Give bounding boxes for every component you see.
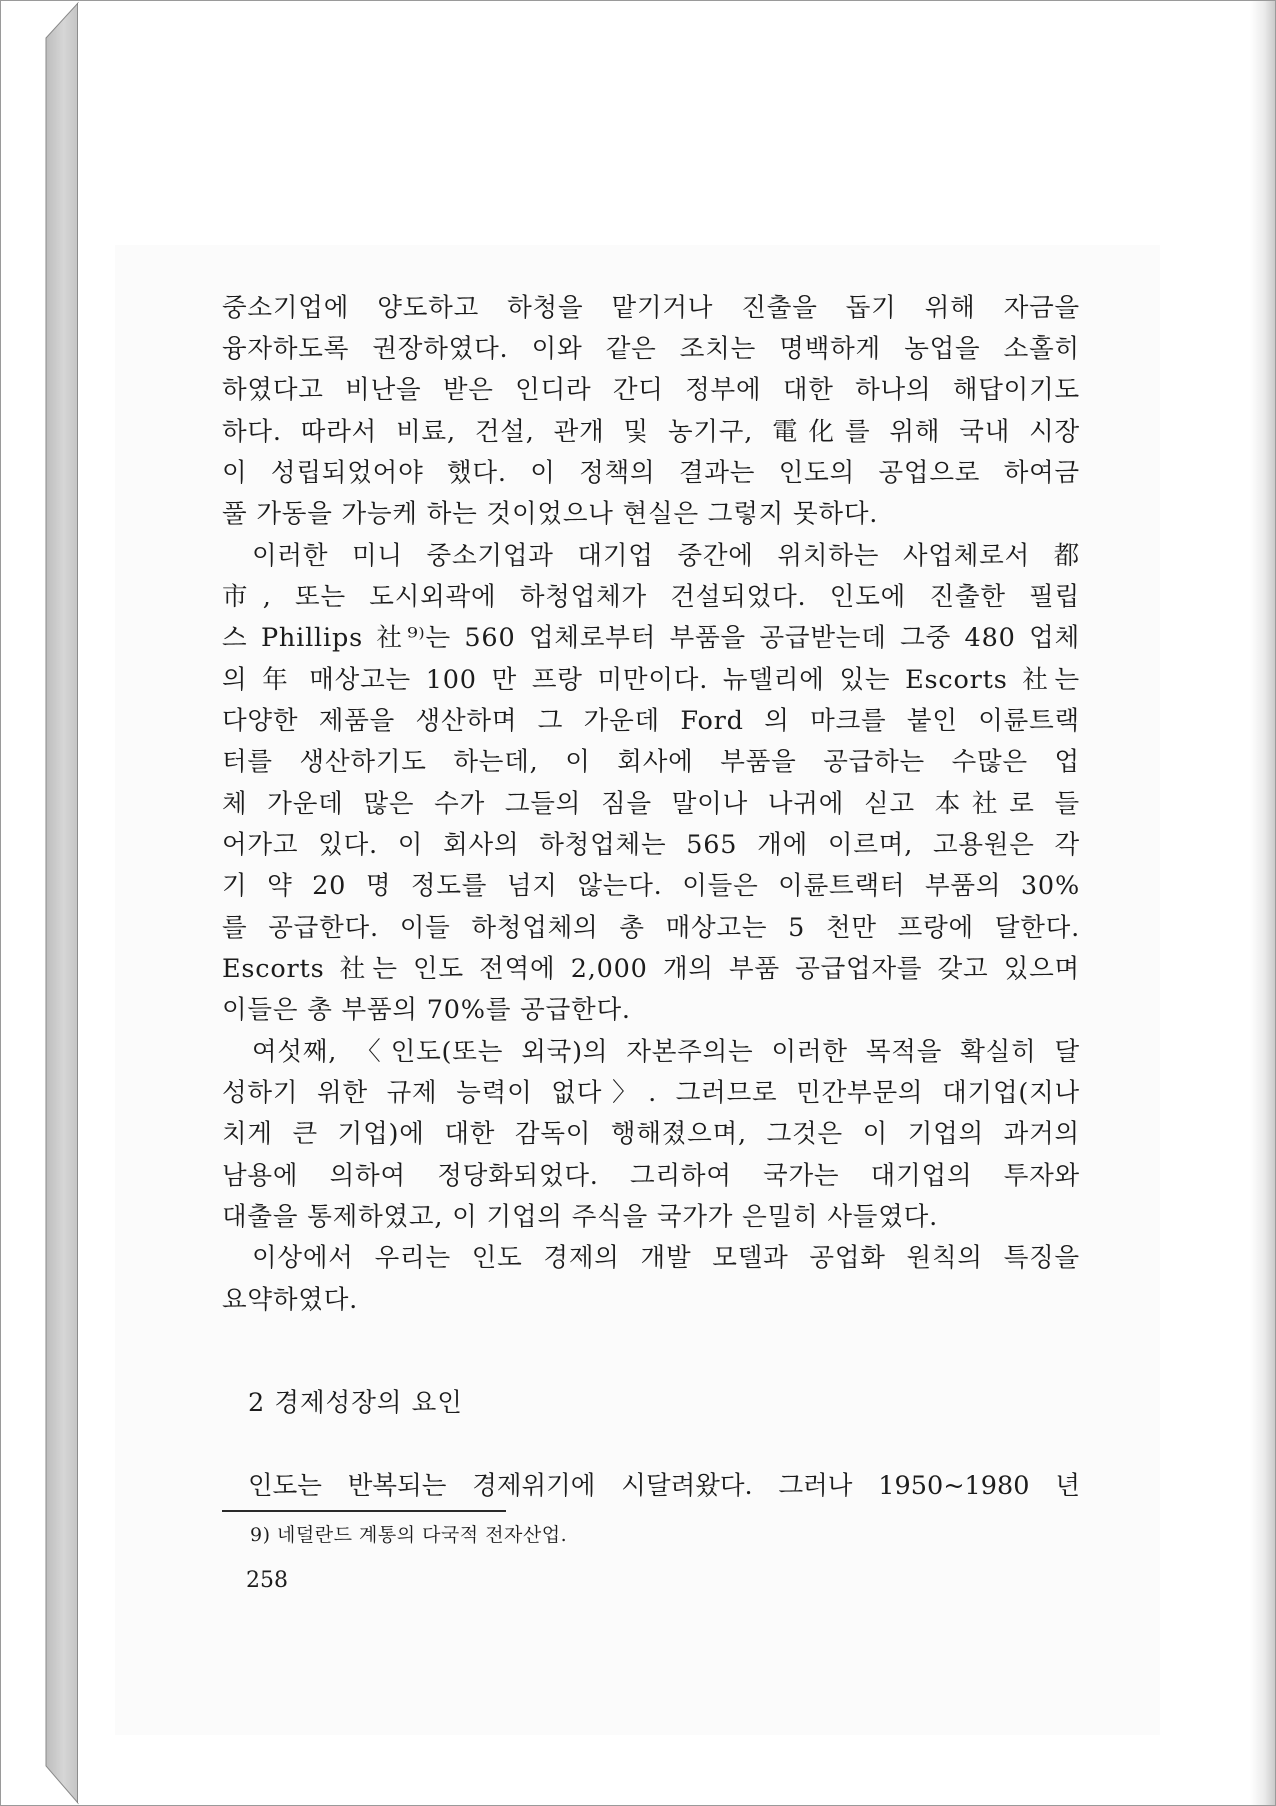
text-line: 풀 가동을 가능케 하는 것이었으나 현실은 그렇지 못하다. (222, 499, 879, 529)
text-line: 다양한 제품을 생산하며 그 가운데 Ford 의 마크를 붙인 이륜트랙 (222, 706, 1080, 736)
text-line: 중소기업에 양도하고 하청을 맡기거나 진출을 돕기 위해 자금을 (222, 293, 1080, 323)
text-line: 이들은 총 부품의 70%를 공급한다. (222, 995, 631, 1025)
text-line: Escorts 社는 인도 전역에 2,000 개의 부품 공급업자를 갖고 있으며 (222, 954, 1080, 984)
text-line: 이 성립되었어야 했다. 이 정책의 결과는 인도의 공업으로 하여금 (222, 458, 1080, 488)
text-line: 융자하도록 권장하였다. 이와 같은 조치는 명백하게 농업을 소홀히 (222, 334, 1080, 364)
text-line: 터를 생산하기도 하는데, 이 회사에 부품을 공급하는 수많은 업 (222, 747, 1080, 777)
footnote-divider (222, 1510, 506, 1512)
text-line: 스 Phillips 社⁹⁾는 560 업체로부터 부품을 공급받는데 그중 480 업체 (222, 623, 1080, 653)
text-line: 치게 큰 기업)에 대한 감독이 행해졌으며, 그것은 이 기업의 과거의 (222, 1119, 1080, 1149)
text-line: 성하기 위한 규제 능력이 없다〉. 그러므로 민간부문의 대기업(지나 (222, 1078, 1080, 1108)
text-line: 를 공급한다. 이들 하청업체의 총 매상고는 5 천만 프랑에 달한다. (222, 913, 1080, 943)
text-line: 대출을 통제하였고, 이 기업의 주식을 국가가 은밀히 사들였다. (222, 1202, 938, 1232)
footnote: 9) 네덜란드 계통의 다국적 전자산업. (250, 1524, 568, 1546)
text-line: 市, 또는 도시외곽에 하청업체가 건설되었다. 인도에 진출한 필립 (222, 582, 1080, 612)
page-edge-shadow (1250, 0, 1276, 1806)
text-line: 이상에서 우리는 인도 경제의 개발 모델과 공업화 원칙의 특징을 (252, 1243, 1080, 1273)
paragraph-start: 인도는 반복되는 경제위기에 시달려왔다. 그러나 1950~1980 년 (248, 1471, 1080, 1501)
text-line: 의 年 매상고는 100 만 프랑 미만이다. 뉴델리에 있는 Escorts 社는 (222, 665, 1080, 695)
section-heading: 2 경제성장의 요인 (248, 1388, 463, 1418)
text-line: 여섯째, 〈인도(또는 외국)의 자본주의는 이러한 목적을 확실히 달 (252, 1037, 1080, 1067)
text-line: 체 가운데 많은 수가 그들의 짐을 말이나 나귀에 싣고 本社로 들 (222, 789, 1080, 819)
text-line: 요약하였다. (222, 1285, 359, 1315)
text-line: 기 약 20 명 정도를 넘지 않는다. 이들은 이륜트랙터 부품의 30% (222, 871, 1080, 901)
book-spine (0, 0, 80, 1806)
text-line: 남용에 의하여 정당화되었다. 그리하여 국가는 대기업의 투자와 (222, 1161, 1080, 1191)
text-line: 이러한 미니 중소기업과 대기업 중간에 위치하는 사업체로서 都 (252, 541, 1080, 571)
text-line: 하다. 따라서 비료, 건설, 관개 및 농기구, 電化를 위해 국내 시장 (222, 417, 1080, 447)
text-line: 어가고 있다. 이 회사의 하청업체는 565 개에 이르며, 고용원은 각 (222, 830, 1080, 860)
text-line: 하였다고 비난을 받은 인디라 간디 정부에 대한 하나의 해답이기도 (222, 375, 1080, 405)
page-number: 258 (246, 1568, 288, 1593)
